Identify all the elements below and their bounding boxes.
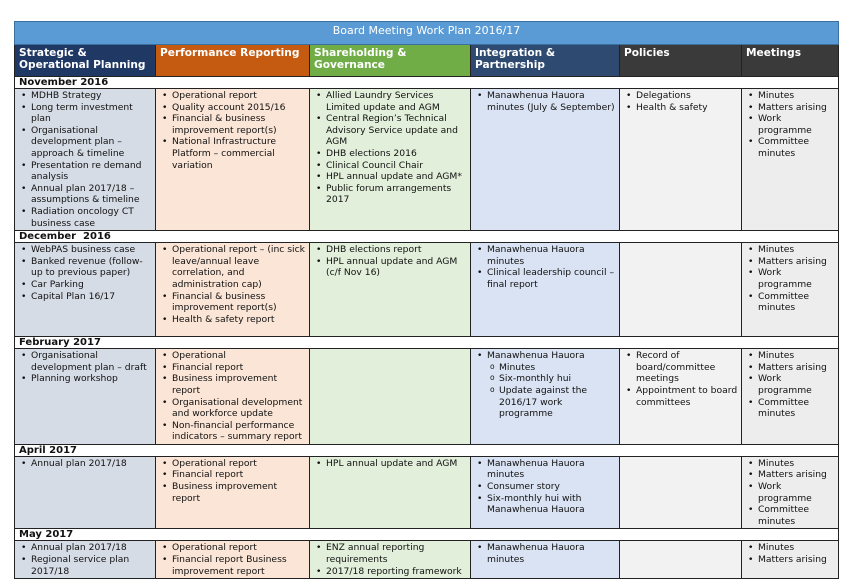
bullet-list xyxy=(474,244,616,290)
list-item: • Minutes xyxy=(758,542,835,554)
bullet-list xyxy=(313,542,467,577)
list-item: • WebPAS business case xyxy=(31,244,152,256)
list-item: • Manawhenua Hauora minutes xyxy=(487,458,616,481)
list-item: • Regional service plan 2017/18 xyxy=(31,554,152,577)
bullet-list xyxy=(745,244,835,314)
list-item: • Operational report xyxy=(172,458,306,470)
header-shareholding: Shareholding & Governance xyxy=(310,45,471,77)
bullet-list xyxy=(313,458,467,470)
list-item: • Work programme xyxy=(758,373,835,396)
list-item: • Appointment to board committees xyxy=(636,385,738,408)
list-item: • ENZ annual reporting requirements xyxy=(326,542,467,565)
list-item: • Health & safety report xyxy=(172,314,306,326)
list-item: • Non-financial performance indicators – summary report xyxy=(172,420,306,443)
list-item: • Matters arising xyxy=(758,554,835,566)
list-item: • Consumer story xyxy=(487,481,616,493)
list-item: • Allied Laundry Services Limited update and AGM xyxy=(326,90,467,113)
list-item: • Record of board/committee meetings xyxy=(636,350,738,385)
list-item: • Minutes xyxy=(758,244,835,256)
list-item: • Financial & business improvement report(s) xyxy=(172,291,306,314)
month-heading: April 2017 xyxy=(15,444,839,456)
list-item: • Annual plan 2017/18 – assumptions & timeline xyxy=(31,183,152,206)
bullet-list xyxy=(18,542,152,577)
list-item: • Minutes xyxy=(758,90,835,102)
month-heading: November 2016 xyxy=(15,77,839,89)
list-item: • Central Region’s Technical Advisory Service update and AGM xyxy=(326,113,467,148)
header-integration: Integration & Partnership xyxy=(471,45,620,77)
bullet-list xyxy=(487,362,616,420)
list-item: • Minutes xyxy=(758,350,835,362)
header-performance: Performance Reporting xyxy=(156,45,310,77)
bullet-list xyxy=(474,542,616,565)
month-heading: December 2016 xyxy=(15,231,839,243)
list-item: • Manawhenua Hauora minutes xyxy=(487,244,616,267)
list-item: • Annual plan 2017/18 xyxy=(31,458,152,470)
list-item: o Update against the 2016/17 work programme xyxy=(499,385,616,420)
list-item: • Work programme xyxy=(758,267,835,290)
table-row xyxy=(15,349,839,445)
list-item: • Operational report xyxy=(172,542,306,554)
list-item: • Organisational development plan – approach & timeline xyxy=(31,125,152,160)
list-item: • National Infrastructure Platform – commercial variation xyxy=(172,136,306,171)
list-item: • Health & safety xyxy=(636,102,738,114)
table-row xyxy=(15,456,839,529)
bullet-list xyxy=(159,244,306,325)
bullet-list xyxy=(159,90,306,171)
list-item: • Work programme xyxy=(758,481,835,504)
bullet-list xyxy=(313,244,467,279)
list-item: • Manawhenua Hauora minutes (July & September) xyxy=(487,90,616,113)
bullet-list xyxy=(159,542,306,577)
list-item: • Work programme xyxy=(758,113,835,136)
header-policies: Policies xyxy=(620,45,742,77)
list-item: • Committee minutes xyxy=(758,136,835,159)
bullet-list xyxy=(313,90,467,206)
list-item: • Matters arising xyxy=(758,102,835,114)
list-item: • Matters arising xyxy=(758,256,835,268)
list-item: • HPL annual update and AGM xyxy=(326,458,467,470)
bullet-list xyxy=(159,458,306,504)
list-item: • Manawhenua Hauora o Minutes o Six-monthly hui o Update against the 2016/17 work programme xyxy=(487,350,616,420)
list-item: • Financial report xyxy=(172,362,306,374)
bullet-list xyxy=(745,90,835,160)
bullet-list xyxy=(745,350,835,420)
table-row xyxy=(15,541,839,579)
list-item: • Banked revenue (follow-up to previous paper) xyxy=(31,256,152,279)
header-meetings: Meetings xyxy=(742,45,839,77)
list-item: • Long term investment plan xyxy=(31,102,152,125)
list-item: • Committee minutes xyxy=(758,397,835,420)
list-item: • Six-monthly hui with Manawhenua Hauora xyxy=(487,493,616,516)
bullet-list xyxy=(623,350,738,408)
bullet-list xyxy=(18,90,152,229)
bullet-list xyxy=(745,542,835,565)
work-plan-table xyxy=(14,21,839,579)
list-item: • Financial report xyxy=(172,469,306,481)
header-row xyxy=(15,45,839,77)
bullet-list xyxy=(18,458,152,470)
list-item: • DHB elections report xyxy=(326,244,467,256)
bullet-list xyxy=(745,458,835,528)
list-item: • Clinical Council Chair xyxy=(326,160,467,172)
bullet-list xyxy=(18,350,152,385)
list-item: • Operational report – (inc sick leave/annual leave correlation, and administration cap) xyxy=(172,244,306,290)
list-item: • Operational report xyxy=(172,90,306,102)
list-item: • HPL annual update and AGM* xyxy=(326,171,467,183)
work-plan-document xyxy=(14,21,838,579)
list-item: • Capital Plan 16/17 xyxy=(31,291,152,303)
list-item: o Six-monthly hui xyxy=(499,373,616,385)
list-item: • Operational xyxy=(172,350,306,362)
table-row xyxy=(15,243,839,337)
list-item: • Radiation oncology CT business case xyxy=(31,206,152,229)
list-item: • Annual plan 2017/18 xyxy=(31,542,152,554)
list-item: • Car Parking xyxy=(31,279,152,291)
list-item: • Organisational development and workforce update xyxy=(172,397,306,420)
table-row xyxy=(15,89,839,231)
bullet-list xyxy=(159,350,306,443)
month-heading: May 2017 xyxy=(15,529,839,541)
list-item: • Quality account 2015/16 xyxy=(172,102,306,114)
list-item: • Committee minutes xyxy=(758,291,835,314)
list-item: • Manawhenua Hauora minutes xyxy=(487,542,616,565)
bullet-list xyxy=(623,90,738,113)
header-strategic: Strategic & Operational Planning xyxy=(15,45,156,77)
list-item: • DHB elections 2016 xyxy=(326,148,467,160)
bullet-list xyxy=(474,458,616,516)
list-item: • Matters arising xyxy=(758,469,835,481)
list-item: • Business improvement report xyxy=(172,481,306,504)
list-item: • Clinical leadership council – final report xyxy=(487,267,616,290)
list-item: • Organisational development plan – draft xyxy=(31,350,152,373)
list-item: • Minutes xyxy=(758,458,835,470)
list-item: • Business improvement report xyxy=(172,373,306,396)
bullet-list xyxy=(474,90,616,113)
list-item: • MDHB Strategy xyxy=(31,90,152,102)
list-item: • Financial & business improvement report(s) xyxy=(172,113,306,136)
month-heading: February 2017 xyxy=(15,337,839,349)
table-title: Board Meeting Work Plan 2016/17 xyxy=(15,22,839,45)
list-item: o Minutes xyxy=(499,362,616,374)
list-item: • 2017/18 reporting framework xyxy=(326,566,467,578)
list-item: • Public forum arrangements 2017 xyxy=(326,183,467,206)
list-item: • Financial report Business improvement report xyxy=(172,554,306,577)
list-item: • HPL annual update and AGM (c/f Nov 16) xyxy=(326,256,467,279)
list-item: • Presentation re demand analysis xyxy=(31,160,152,183)
list-item: • Committee minutes xyxy=(758,504,835,527)
list-item: • Matters arising xyxy=(758,362,835,374)
list-item: • Delegations xyxy=(636,90,738,102)
list-item: • Planning workshop xyxy=(31,373,152,385)
bullet-list xyxy=(18,244,152,302)
